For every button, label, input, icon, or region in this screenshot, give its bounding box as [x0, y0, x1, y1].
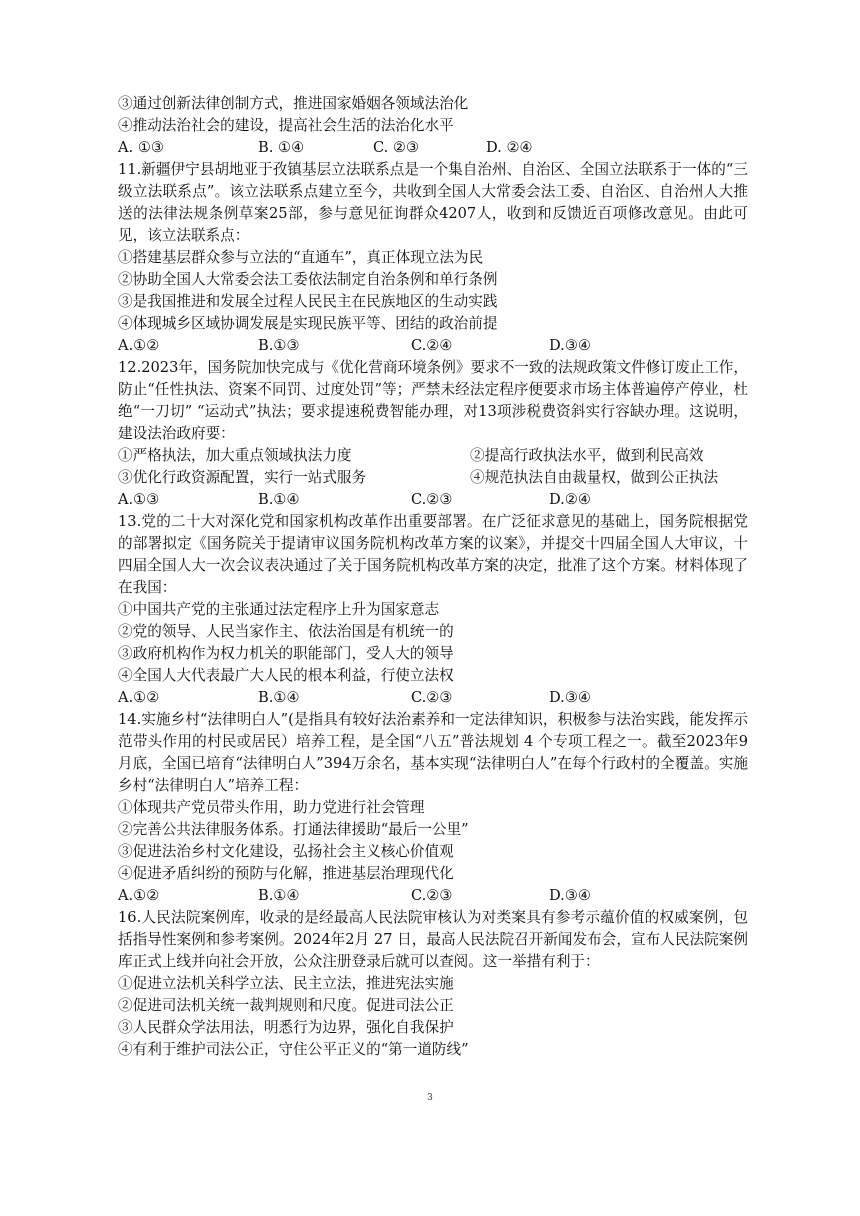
statement: ④推动法治社会的建设，提高社会生活的法治化水平 — [118, 117, 454, 134]
statement: ③人民群众学法用法，明悉行为边界，强化自我保护 — [118, 1019, 454, 1036]
statement: ①搭建基层群众参与立法的“直通车”，真正体现立法为民 — [118, 249, 484, 266]
answer-options — [118, 885, 748, 907]
option-b: B.①④ — [258, 887, 300, 904]
option-c: C.②③ — [411, 689, 453, 706]
option-a: A.①② — [118, 689, 160, 706]
page-number: 3 — [427, 1093, 433, 1103]
option-d: D. ②④ — [486, 139, 533, 156]
question-stem: 11.新疆伊宁县胡地亚于孜镇基层立法联系点是一个集自治州、自治区、全国立法联系于一体的“三级立法联系点”。该立法联系点建立至今，共收到全国人大常委会法工委、自治区、自治州人大推送的法律法规条例草案25部，参与意见征询群众4207人，收到和反馈近百项修改意见。由此可见，该立法联系点： — [118, 161, 748, 244]
question-12 — [118, 357, 748, 511]
option-b: B.①③ — [258, 337, 300, 354]
statement: ④规范执法自由裁量权，做到公正执法 — [470, 469, 719, 486]
option-a: A.①② — [118, 337, 160, 354]
question-10 — [118, 93, 748, 159]
statement: ①中国共产党的主张通过法定程序上升为国家意志 — [118, 601, 440, 618]
answer-options — [118, 137, 748, 159]
option-c: C.②④ — [411, 337, 453, 354]
question-11 — [118, 159, 748, 357]
option-a: A.①② — [118, 887, 160, 904]
question-16 — [118, 907, 748, 1061]
option-b: B.①④ — [258, 689, 300, 706]
option-d: D.③④ — [549, 337, 591, 354]
option-c: C.②③ — [411, 887, 453, 904]
statement: ②协助全国人大常委会法工委依法制定自治条例和单行条例 — [118, 271, 498, 288]
option-d: D.③④ — [549, 689, 591, 706]
statement: ③优化行政资源配置，实行一站式服务 — [118, 469, 367, 486]
statement-row — [118, 445, 748, 467]
answer-options — [118, 335, 748, 357]
option-b: B. ①④ — [258, 139, 305, 156]
statement: ②完善公共法律服务体系。打通法律援助“最后一公里” — [118, 821, 469, 838]
statement: ②党的领导、人民当家作主、依法治国是有机统一的 — [118, 623, 454, 640]
option-d: D.②④ — [549, 491, 591, 508]
question-stem: 12.2023年，国务院加快完成与《优化营商环境条例》要求不一致的法规政策文件修订废止工作，防止“任性执法、资案不同罚、过度处罚”等；严禁未经法定程序便要求市场主体普遍停产停业，杜绝“一刀切” “运动式”执法；要求提速税费智能办理，对13项涉税费资斜实行容缺办理。这说明，建设法治政府要： — [118, 359, 748, 442]
statement: ④有利于维护司法公正，守住公平正义的“第一道防线” — [118, 1041, 469, 1058]
statement-row — [118, 467, 748, 489]
option-c: C. ②③ — [373, 139, 420, 156]
statement: ①严格执法，加大重点领域执法力度 — [118, 447, 352, 464]
option-a: A. ①③ — [118, 139, 164, 156]
answer-options — [118, 687, 748, 709]
statement: ④促进矛盾纠纷的预防与化解，推进基层治理现代化 — [118, 865, 454, 882]
page-content — [118, 93, 748, 1061]
statement: ③促进法治乡村文化建设，弘扬社会主义核心价值观 — [118, 843, 454, 860]
option-a: A.①③ — [118, 491, 160, 508]
question-14 — [118, 709, 748, 907]
option-c: C.②③ — [411, 491, 453, 508]
statement: ④体现城乡区域协调发展是实现民族平等、团结的政治前提 — [118, 315, 498, 332]
question-stem: 13.党的二十大对深化党和国家机构改革作出重要部署。在广泛征求意见的基础上，国务院根据党的部署拟定《国务院关于提请审议国务院机构改革方案的议案》，并提交十四届全国人大审议，十四届全国人大一次会议表决通过了关于国务院机构改革方案的决定，批准了这个方案。材料体现了在我国： — [118, 513, 748, 596]
option-b: B.①④ — [258, 491, 300, 508]
statement: ①体现共产党员带头作用，助力党进行社会管理 — [118, 799, 425, 816]
question-stem: 16.人民法院案例库，收录的是经最高人民法院审核认为对类案具有参考示蕴价值的权威案例，包括指导性案例和参考案例。2024年2月 27 日，最高人民法院召开新闻发布会，宣布人民法院案例库正式上线并向社会开放，公众注册登录后就可以查阅。这一举措有利于： — [118, 909, 748, 970]
question-13 — [118, 511, 748, 709]
question-stem: 14.实施乡村“法律明白人”(是指具有较好法治素养和一定法律知识，积极参与法治实践，能发挥示范带头作用的村民或居民）培养工程，是全国“八五”普法规划 4 个专项工程之一。截至2023年9月底，全国已培育“法律明白人”394万余名，基本实现“法律明白人”在每个行政村的全覆盖。实施乡村“法律明白人”培养工程： — [118, 711, 748, 794]
statement: ③政府机构作为权力机关的职能部门，受人大的领导 — [118, 645, 454, 662]
statement: ①促进立法机关科学立法、民主立法，推进宪法实施 — [118, 975, 454, 992]
statement: ②促进司法机关统一裁判规则和尺度。促进司法公正 — [118, 997, 454, 1014]
statement: ③是我国推进和发展全过程人民民主在民族地区的生动实践 — [118, 293, 498, 310]
statement: ③通过创新法律创制方式，推进国家婚姻各领域法治化 — [118, 95, 469, 112]
option-d: D.③④ — [549, 887, 591, 904]
statement: ②提高行政执法水平，做到利民高效 — [470, 447, 704, 464]
answer-options — [118, 489, 748, 511]
statement: ④全国人大代表最广大人民的根本利益，行使立法权 — [118, 667, 454, 684]
